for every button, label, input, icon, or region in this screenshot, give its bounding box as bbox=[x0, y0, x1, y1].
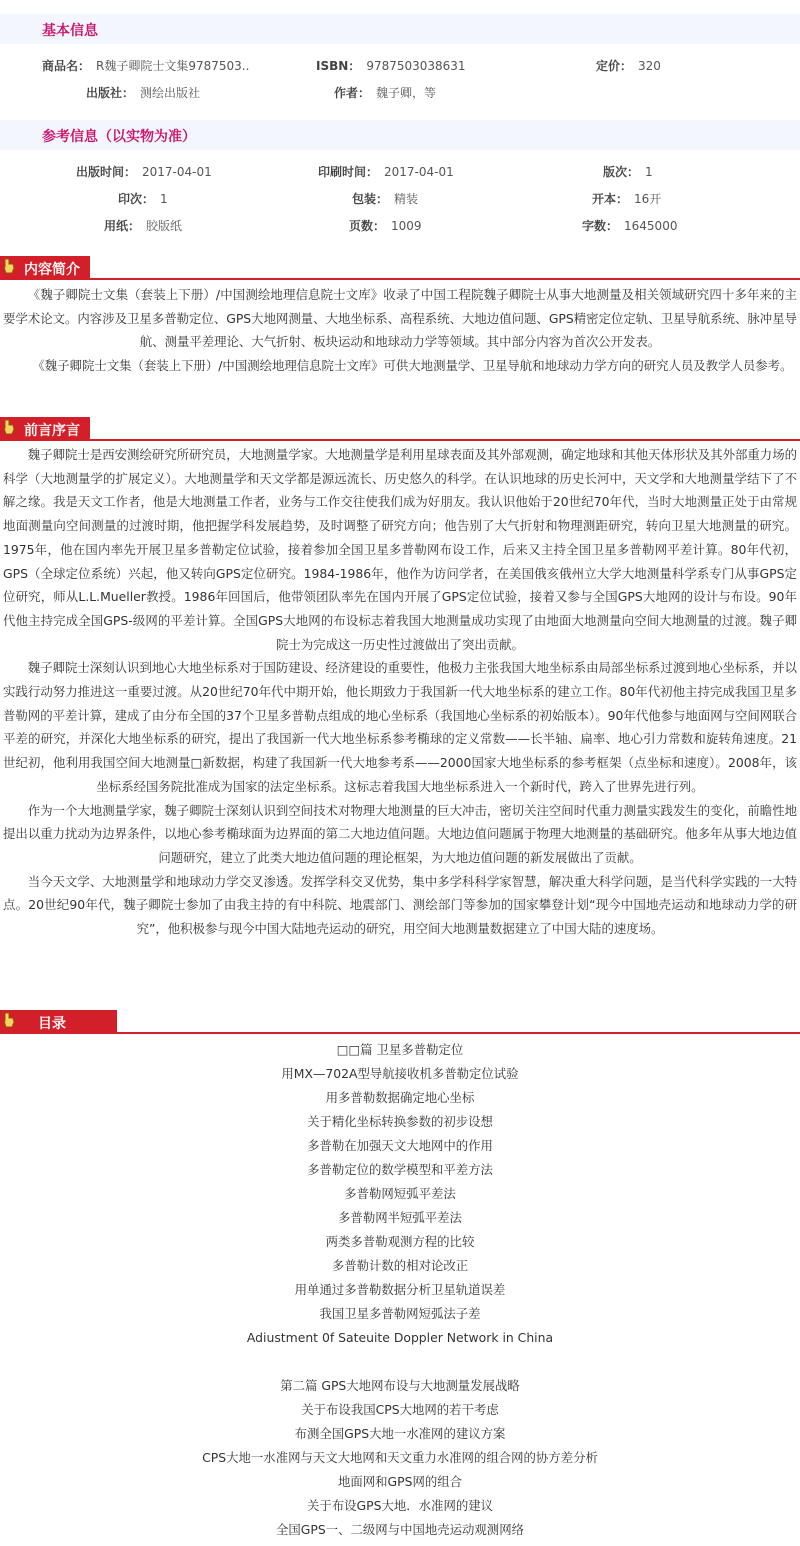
publisher-value: 测绘出版社 bbox=[140, 86, 201, 100]
paper-field: 用纸： 胶版纸 bbox=[104, 219, 183, 233]
preface-section-header bbox=[0, 417, 800, 443]
intro-heading: 内容简介 bbox=[24, 262, 80, 278]
intro-section-header bbox=[0, 256, 800, 282]
hand-pointer-icon bbox=[2, 1012, 16, 1028]
binding-field: 包装： 精装 bbox=[352, 192, 419, 206]
toc-heading: 目录 bbox=[38, 1016, 66, 1032]
toc-item: 关于精化坐标转换参数的初步设想 bbox=[307, 1114, 493, 1129]
toc-item: 用单通过多普勒数据分析卫星轨道误差 bbox=[294, 1282, 506, 1297]
reference-info-band bbox=[0, 120, 800, 150]
preface-paragraph-3: 作为一个大地测量学家，魏子卿院士深刻认识到空间技术对物理大地测量的巨大冲击，密切关注空间时代重力测量实践发生的变化，前瞻性地提出以重力扰动为边界条件，以地心参考椭球面为边界面的第二大地边值问题。大地边值问题属于物理大地测量的基础研究。他多年从事大地边值问题研究，建立了此类大地边值问题的理论框架，为大地边值问题的新发展做出了贡献。 bbox=[3, 802, 797, 865]
reference-row-2 bbox=[0, 190, 800, 210]
reference-row-3 bbox=[0, 217, 800, 237]
basic-info-row-1 bbox=[0, 57, 800, 77]
toc-item: 全国GPS一、二级网与中国地壳运动观测网络 bbox=[276, 1522, 524, 1537]
pages-field: 页数： 1009 bbox=[349, 219, 422, 233]
isbn-value: 9787503038631 bbox=[366, 59, 466, 73]
reference-row-1 bbox=[0, 163, 800, 183]
preface-paragraph-1: 魏子卿院士是西安测绘研究所研究员，大地测量学家。大地测量学是利用星球表面及其外部观测，确定地球和其他天体形状及其外部重力场的科学（大地测量学的扩展定义）。大地测量学和天文学都是源远流长、历史悠久的科学。在认识地球的历史长河中，天文学和大地测量学结下了不解之缘。我是天文工作者，他是大地测量工作者，业务与工作交往使我们成为好朋友。我认识他始于20世纪70年代，当时大地测量正处于由常规地面测量向空间测量的过渡时期，他把握学科发展趋势，及时调整了研究方向；他告别了大气折射和物理测距研究，转向卫星大地测量的研究。1975年，他在国内率先开展卫星多普勒定位试验，接着参加全国卫星多普勒网布设工作，后来又主持全国卫星多普勒网平差计算。80年代初，GPS（全球定位系统）兴起，他又转向GPS定位研究。1984-1986年，他作为访问学者，在美国俄亥俄州立大学大地测量科学系专门从事GPS定位研究，师从L.L.Mueller教授。1986年回国后，他带领团队率先在国内开展了GPS定位试验，接着又参与全国GPS大地网的设计与布设。90年代他主持完成全国GPS-级网的平差计算。全国GPS大地网的布设标志着我国大地测量成功实现了由地面大地测量向空间大地测量的过渡。魏子卿院士为完成这一历史性过渡做出了突出贡献。 bbox=[3, 447, 797, 652]
price-field: 定价： 320 bbox=[596, 59, 661, 73]
toc-item: 地面网和GPS网的组合 bbox=[337, 1474, 463, 1489]
reference-info-title: 参考信息（以实物为准） bbox=[42, 129, 196, 145]
toc-item: 多普勒在加强天文大地网中的作用 bbox=[307, 1138, 493, 1153]
preface-text bbox=[0, 443, 800, 941]
toc-item: 布测全国GPS大地一水准网的建议方案 bbox=[294, 1426, 506, 1441]
intro-tab bbox=[0, 256, 90, 279]
toc-item: 两类多普勒观测方程的比较 bbox=[325, 1234, 475, 1249]
preface-divider bbox=[0, 439, 800, 441]
preface-tab bbox=[0, 417, 90, 440]
product-name-field: 商品名： R魏子卿院士文集9787503.. bbox=[42, 59, 250, 73]
toc-list bbox=[0, 1038, 800, 1542]
toc-item: 多普勒网短弧平差法 bbox=[344, 1186, 456, 1201]
hand-pointer-icon bbox=[2, 258, 16, 274]
toc-item: 第二篇 GPS大地网布设与大地测量发展战略 bbox=[280, 1378, 520, 1393]
preface-heading: 前言序言 bbox=[24, 423, 80, 439]
impression-field: 印次： 1 bbox=[118, 192, 168, 206]
intro-text bbox=[0, 283, 800, 378]
edition-field: 版次： 1 bbox=[603, 165, 653, 179]
toc-item: 用多普勒数据确定地心坐标 bbox=[325, 1090, 475, 1105]
hand-pointer-icon bbox=[2, 419, 16, 435]
basic-info-band bbox=[0, 14, 800, 44]
intro-paragraph-1: 《魏子卿院士文集（套装上下册）/中国测绘地理信息院士文库》收录了中国工程院魏子卿院士从事大地测量及相关领域研究四十多年来的主要学术论文。内容涉及卫星多普勒定位、GPS大地网测量、大地坐标系、高程系统、大地边值问题、GPS精密定位定轨、卫星导航系统、脉冲星导航、测量平差理论、大气折射、板块运动和地球动力学等领域。其中部分内容为首次公开发表。 bbox=[3, 287, 797, 350]
toc-divider bbox=[0, 1032, 800, 1034]
toc-item: 多普勒网半短弧平差法 bbox=[338, 1210, 462, 1225]
publisher-field: 出版社： 测绘出版社 bbox=[86, 86, 201, 100]
preface-paragraph-4: 当今天文学、大地测量学和地球动力学交叉渗透。发挥学科交叉优势，集中多学科科学家智慧，解决重大科学问题，是当代科学实践的一大特点。20世纪90年代，魏子卿院士参加了由我主持的有中科院、地震部门、测绘部门等参加的国家攀登计划“现今中国地壳运动和地球动力学的研究”，他积极参与现今中国大陆地壳运动的研究，用空间大地测量数据建立了中国大陆的速度场。 bbox=[3, 873, 797, 937]
basic-info-row-2 bbox=[0, 84, 800, 104]
toc-item: 多普勒计数的相对论改正 bbox=[331, 1258, 469, 1273]
price-value: 320 bbox=[638, 59, 661, 73]
intro-paragraph-2: 《魏子卿院士文集（套装上下册）/中国测绘地理信息院士文库》可供大地测量学、卫星导航和地球动力学方向的研究人员及教学人员参考。 bbox=[32, 358, 793, 374]
isbn-field: ISBN： 9787503038631 bbox=[316, 59, 466, 73]
toc-item: □□篇 卫星多普勒定位 bbox=[336, 1042, 464, 1057]
toc-tab bbox=[0, 1010, 117, 1033]
toc-item: 多普勒定位的数学模型和平差方法 bbox=[307, 1162, 493, 1177]
words-field: 字数： 1645000 bbox=[582, 219, 678, 233]
product-name-value: R魏子卿院士文集9787503.. bbox=[96, 59, 250, 73]
author-value: 魏子卿，等 bbox=[376, 86, 437, 100]
publish-time-field: 出版时间： 2017-04-01 bbox=[76, 165, 212, 179]
format-field: 开本： 16开 bbox=[592, 192, 662, 206]
intro-divider bbox=[0, 278, 800, 280]
toc-item: Adiustment 0f Sateuite Doppler Network in China bbox=[246, 1330, 554, 1345]
toc-section-header bbox=[0, 1010, 800, 1036]
author-field: 作者： 魏子卿，等 bbox=[334, 86, 437, 100]
toc-item: 用MX—702A型导航接收机多普勒定位试验 bbox=[281, 1066, 519, 1081]
toc-item: 我国卫星多普勒网短弧法子差 bbox=[319, 1306, 481, 1321]
toc-item: 关于布设GPS大地．水准网的建议 bbox=[306, 1498, 494, 1513]
toc-item: CPS大地一水准网与天文大地网和天文重力水准网的组合网的协方差分析 bbox=[202, 1450, 598, 1465]
print-time-field: 印刷时间： 2017-04-01 bbox=[318, 165, 454, 179]
basic-info-title: 基本信息 bbox=[42, 23, 98, 39]
toc-item: 关于布设我国CPS大地网的若干考虑 bbox=[301, 1402, 499, 1417]
toc-spacer bbox=[0, 1350, 800, 1374]
preface-paragraph-2: 魏子卿院士深刻认识到地心大地坐标系对于国防建设、经济建设的重要性，他极力主张我国大地坐标系由局部坐标系过渡到地心坐标系，并以实践行动努力推进这一重要过渡。从20世纪70年代中期开始，他长期致力于我国新一代大地坐标系的建立工作。80年代初他主持完成我国卫星多普勒网的平差计算，建成了由分布全国的37个卫星多普勒点组成的地心坐标系（我国地心坐标系的初始版本）。90年代他参与地面网与空间网联合平差的研究，并深化大地坐标系的研究，提出了我国新一代大地坐标系参考椭球的定义常数——长半轴、扁率、地心引力常数和旋转角速度。21世纪初，他利用我国空间大地测量□新数据，构建了我国新一代大地参考系——2000国家大地坐标系的参考框架（点坐标和速度）。2008年，该坐标系经国务院批准成为国家的法定坐标系。这标志着我国大地坐标系进入一个新时代，跨入了世界先进行列。 bbox=[3, 660, 797, 794]
